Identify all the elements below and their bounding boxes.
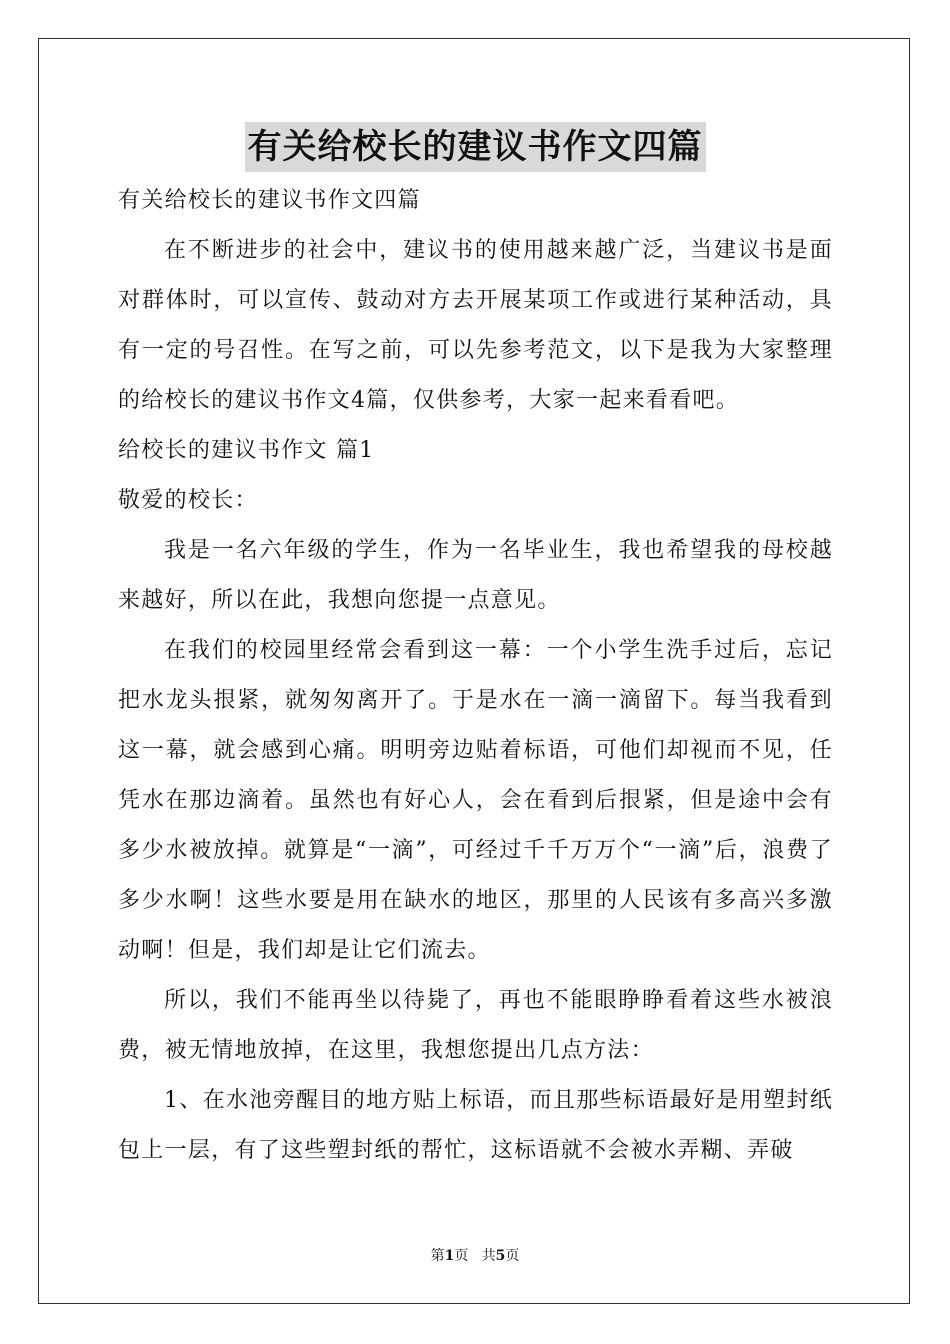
- paragraph: 在不断进步的社会中，建议书的使用越来越广泛，当建议书是面对群体时，可以宣传、鼓动对方去开展某项工作或进行某种活动，具有一定的号召性。在写之前，可以先参考范文，以下是我为大家整理的给校长的建议书作文4篇，仅供参考，大家一起来看看吧。: [118, 238, 833, 413]
- title-block: [0, 122, 950, 172]
- paragraph: 1、在水池旁醒目的地方贴上标语，而且那些标语最好是用塑封纸包上一层，有了这些塑封纸的帮忙，这标语就不会被水弄糊、弄破: [118, 1088, 833, 1163]
- paragraph: 有关给校长的建议书作文四篇: [118, 188, 421, 213]
- document-body: [118, 176, 833, 1176]
- paragraph: 敬爱的校长：: [118, 488, 258, 513]
- total-pages: 5: [495, 1248, 506, 1264]
- page-number: 1: [444, 1248, 455, 1264]
- paragraph: 在我们的校园里经常会看到这一幕：一个小学生洗手过后，忘记把水龙头拫紧，就匆匆离开了。于是水在一滴一滴留下。每当我看到这一幕，就会感到心痛。明明旁边贴着标语，可他们却视而不见，任凭水在那边滴着。虽然也有好心人，会在看到后拫紧，但是途中会有多少水被放掉。就算是“一滴”，可经过千千万万个“一滴”后，浪费了多少水啊！这些水要是用在缺水的地区，那里的人民该有多高兴多激动啊！但是，我们却是让它们流去。: [118, 638, 833, 963]
- total-prefix: 共: [481, 1248, 496, 1264]
- page-prefix: 第: [430, 1248, 445, 1264]
- paragraph: 给校长的建议书作文 篇1: [118, 438, 375, 463]
- page-footer: [0, 1246, 950, 1266]
- paragraph: 所以，我们不能再坐以待毙了，再也不能眼睁睁看着这些水被浪费，被无情地放掉，在这里，我想您提出几点方法：: [118, 988, 833, 1063]
- page-suffix: 页: [454, 1248, 469, 1264]
- paragraph: 我是一名六年级的学生，作为一名毕业生，我也希望我的母校越来越好，所以在此，我想向您提一点意见。: [118, 538, 833, 613]
- document-title: 有关给校长的建议书作文四篇: [245, 122, 706, 172]
- total-suffix: 页: [505, 1248, 520, 1264]
